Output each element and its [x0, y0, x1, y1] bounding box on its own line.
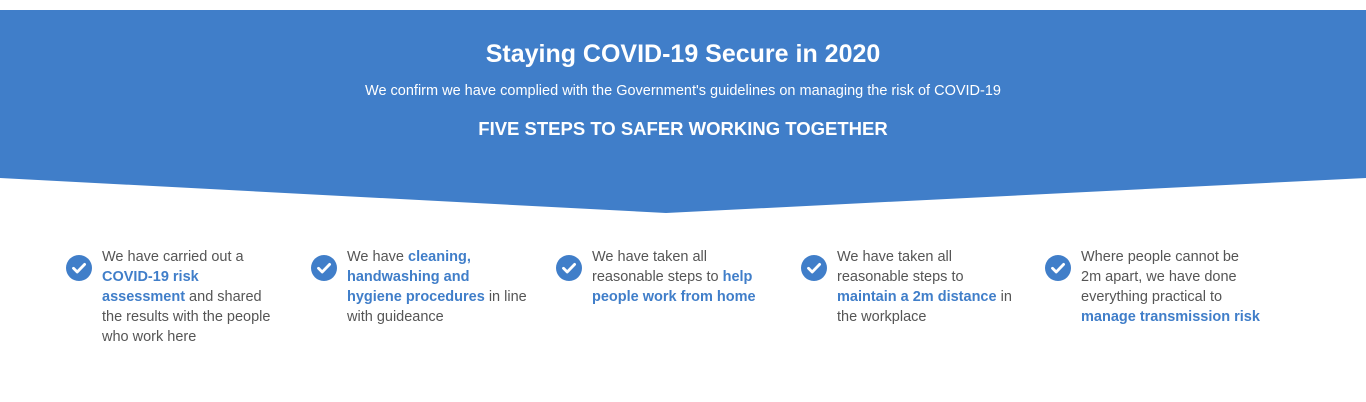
step-text: We have carried out a COVID-19 risk assessment and shared the results with the people who work here [102, 249, 271, 345]
step-highlight: manage transmission risk [1081, 309, 1260, 325]
step-text: Where people cannot be 2m apart, we have done everything practical to manage transmission risk [1081, 249, 1260, 325]
steps-heading: FIVE STEPS TO SAFER WORKING TOGETHER [478, 118, 888, 139]
header-banner [0, 10, 1366, 213]
page-title: Staying COVID-19 Secure in 2020 [485, 40, 881, 68]
step-highlight: COVID-19 risk assessment [102, 269, 199, 305]
check-circle-icon [801, 255, 827, 281]
step-text: We have taken all reasonable steps to maintain a 2m distance in the workplace [837, 249, 1012, 325]
step-highlight: cleaning, handwashing and hygiene procedures [347, 249, 485, 305]
page-subtitle: We confirm we have complied with the Government's guidelines on managing the risk of COVID-19 [365, 83, 1001, 99]
step-text: We have taken all reasonable steps to help people work from home [592, 249, 756, 305]
step-highlight: maintain a 2m distance [837, 289, 997, 305]
check-circle-icon [556, 255, 582, 281]
check-circle-icon [1045, 255, 1071, 281]
step-text: We have cleaning, handwashing and hygiene procedures in line with guideance [347, 249, 527, 325]
check-circle-icon [66, 255, 92, 281]
check-circle-icon [311, 255, 337, 281]
step-highlight: help people work from home [592, 269, 756, 305]
